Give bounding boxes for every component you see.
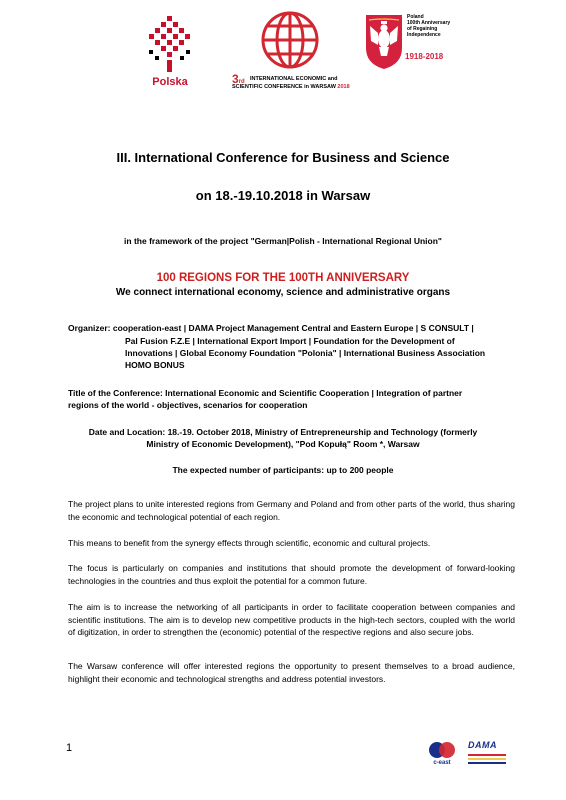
globe-icon: [230, 10, 350, 72]
dama-label: DAMA: [468, 740, 497, 750]
body-paragraph: The Warsaw conference will offer interested regions the opportunity to present themselves to a broad audience, highlight their economic and technological strengths and address potential investors.: [68, 661, 515, 684]
body-paragraph: The focus is particularly on companies and institutions that should promote the development of forward-looking technologies in the countries and thus exploit the potential for a common future.: [68, 563, 515, 586]
conf-ordinal: rd: [238, 79, 245, 85]
headline-red: 100 REGIONS FOR THE 100TH ANNIVERSARY: [156, 272, 410, 284]
conference-title-line2: regions of the world - objectives, scenarios for cooperation: [68, 400, 308, 410]
date-location-line1: Date and Location: 18.-19. October 2018, Ministry of Entrepreneurship and Technology (formerly: [88, 427, 478, 437]
framework-line: in the framework of the project "German|Polish - International Regional Union": [124, 236, 442, 246]
headline-sub: We connect international economy, science and administrative organs: [115, 287, 451, 298]
c-east-circles-icon: [425, 740, 459, 760]
c-east-logo: [425, 740, 459, 772]
body-paragraph: This means to benefit from the synergy effects through scientific, economic and cultural projects.: [68, 538, 431, 548]
anniv-line1: Poland: [407, 14, 424, 20]
body-paragraph: The aim is to increase the networking of all participants in order to facilitate cooperation between companies and scientific institutions. The aim is to develop new competitive products in the high-tech sectors, coupled with the world of digitization, in order to strengthen the (economic) potential of the respective regions and also secure jobs.: [68, 602, 515, 637]
dama-stripes-icon: [468, 754, 506, 766]
organizer-line1: Organizer: cooperation-east | DAMA Project Management Central and Eastern Europe | S CONSULT |: [68, 323, 474, 333]
polska-label: Polska: [152, 76, 188, 88]
anniv-line2: 100th Anniversary: [407, 20, 451, 26]
anniv-years: 1918-2018: [405, 52, 444, 61]
c-east-label: c-east: [433, 760, 451, 766]
conf-line1: INTERNATIONAL ECONOMIC and: [250, 76, 338, 82]
polska-folk-pattern-icon: [140, 14, 200, 76]
polska-logo: [140, 14, 200, 94]
participants-line: The expected number of participants: up to 200 people: [172, 465, 394, 475]
anniv-line3: of Regaining: [407, 26, 438, 32]
title-line1: III. International Conference for Business and Science: [116, 150, 450, 165]
conf-line2-text: SCIENTIFIC CONFERENCE in WARSAW: [232, 84, 336, 90]
conf-number: 3: [232, 72, 239, 86]
organizer-line2: Pal Fusion F.Z.E | International Export Import | Foundation for the Development of: [125, 336, 455, 346]
dama-logo: [466, 738, 508, 772]
anniversary-logo: [365, 14, 465, 84]
title-line2: on 18.-19.10.2018 in Warsaw: [195, 188, 371, 203]
polish-eagle-emblem-icon: [365, 14, 403, 70]
conference-logo: [230, 10, 350, 100]
conf-line2: [232, 84, 350, 91]
anniv-line4: Independence: [407, 32, 441, 38]
organizer-line4: HOMO BONUS: [125, 360, 185, 370]
organizer-line3: Innovations | Global Economy Foundation "Polonia" | International Business Association: [125, 348, 486, 358]
date-location-line2: Ministry of Economic Development), "Pod Kopułą" Room *, Warsaw: [146, 439, 420, 449]
conf-year: 2018: [337, 84, 350, 90]
page-number: 1: [66, 742, 73, 754]
body-paragraph: The project plans to unite interested regions from Germany and Poland and from other parts of the world, thus sharing the economic and technological potential of each region.: [68, 499, 515, 522]
conference-title-line1: Title of the Conference: International Economic and Scientific Cooperation | Integration of partner: [68, 388, 463, 398]
